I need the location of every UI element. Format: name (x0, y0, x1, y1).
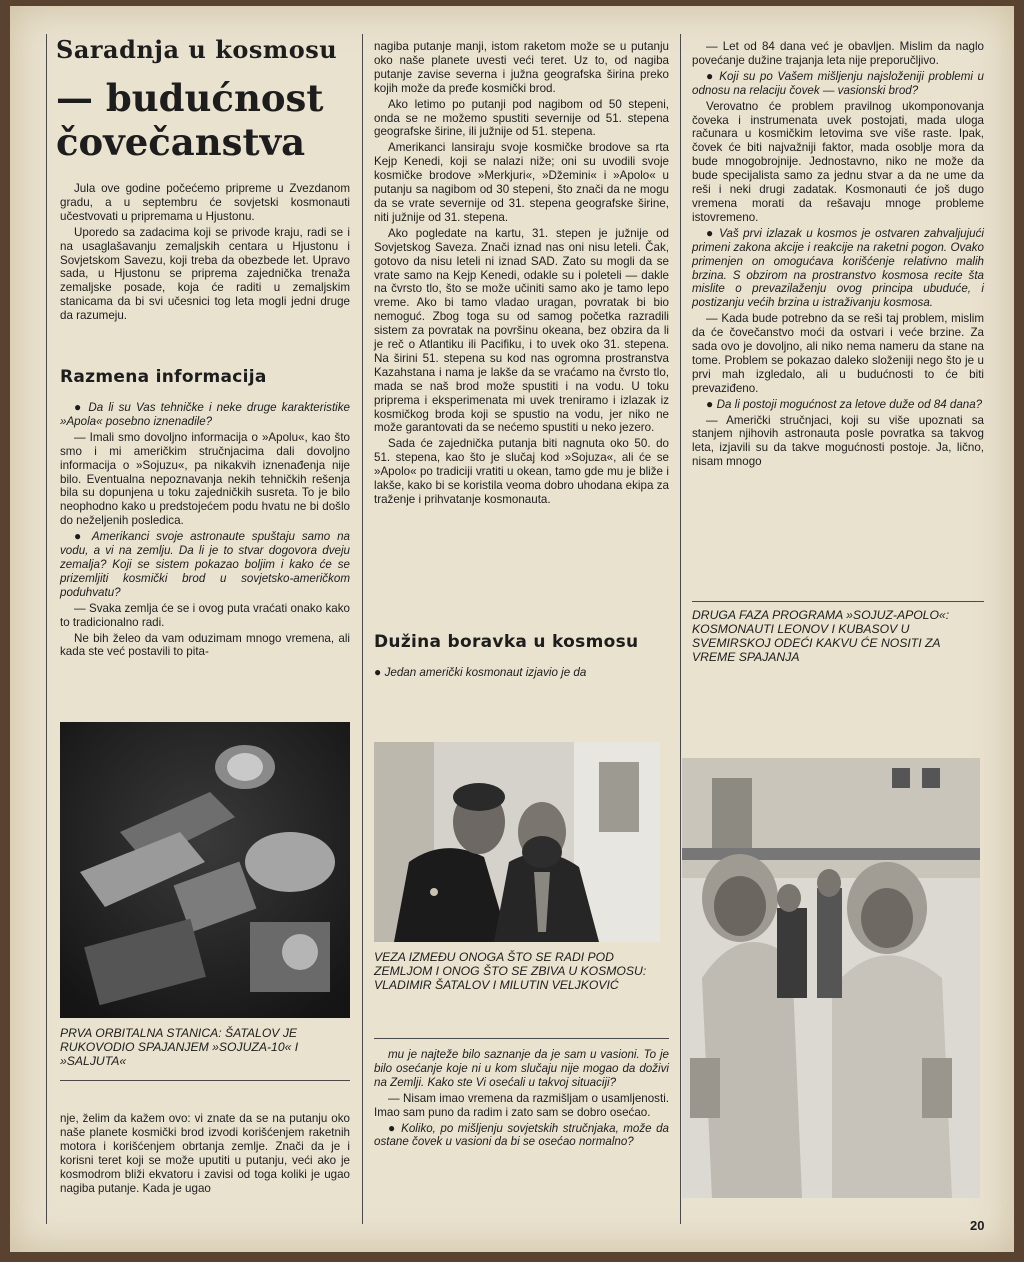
column-2-top (374, 40, 669, 509)
answer-paragraph (60, 602, 350, 630)
column-2-question (374, 666, 669, 682)
answer-paragraph (692, 40, 984, 68)
answer-paragraph (374, 1092, 669, 1120)
paragraph-text: mu je najteže bilo saznanje da je sam u vasioni. To je bilo osećanje koje ni u kom slučaju nije mogao da doživi na Zemlji. Kako ste Vi osećali u takvoj situaciji? (374, 1048, 669, 1089)
paragraph-text: — Svaka zemlja će se i ovog puta vraćati onako kako to tradicionalno radi. (60, 601, 350, 629)
answer-paragraph (374, 98, 669, 140)
question-paragraph (60, 530, 350, 600)
caption-orbital-station: PRVA ORBITALNA STANICA: ŠATALOV JE RUKOVODIO SPAJANJEM »SOJUZA-10« I »SALJUTA« (60, 1026, 299, 1068)
column-rule-1 (362, 34, 363, 1224)
col2-question: ● Jedan američki kosmonaut izjavio je da (374, 665, 587, 679)
bullet-icon: ● (706, 225, 720, 240)
bullet-icon: ● (374, 665, 385, 679)
column-1-qa (60, 401, 350, 661)
answer-paragraph (374, 227, 669, 436)
answer-paragraph (692, 312, 984, 395)
paragraph-text: Ne bih želeo da vam oduzimam mnogo vremena, ali kada ste već postavili to pita- (60, 631, 350, 659)
question-paragraph (692, 398, 984, 412)
headline-line-1: Saradnja u kosmosu (56, 35, 338, 64)
paragraph-text: Uporedo sa zadacima koji se privode kraju, radi se i na usaglašavanju zemaljskih centara u Hjustonu i Sovjetskom Savezu, koji treba da obezbede let. Upravo sada, u Hjustonu se priprema zajednička trenaža zemaljske posade, koja će raditi u zemaljskim stanicama da bi svi učesnici tog leta mogli jedni druge da razumeju. (60, 225, 350, 323)
paragraph-text: — Let od 84 dana već je obavljen. Mislim da naglo povećanje dužine trajanja leta nije preporučljivo. (692, 40, 984, 67)
question-paragraph (692, 227, 984, 310)
paragraph-text: — Imali smo dovoljno informacija o »Apolu«, kao što smo i mi američkim stručnjacima dali dovoljno informacija o »Sojuzu«, pa nikakvih iznenađenja nije bilo. Eventualna nepoznavanja nekih tehničkih rešenja bila su dopunjena u toku zajedničkih susreta. To je bilo neophodno kako u predstojećem podu hvatu ne bi došlo do neželjenih posledica. (60, 430, 350, 528)
headline-line-2: — budućnost čovečanstva (56, 76, 324, 164)
answer-paragraph (60, 182, 350, 224)
column-2-bottom (374, 1048, 669, 1151)
question-paragraph (692, 70, 984, 98)
column-rule-left (46, 34, 47, 1224)
paragraph-text: — Kada bude potrebno da se reši taj problem, mislim da će čovečanstvo moći da ostvari i veće brzine. Za sada ovo je dovoljno, ali niko nema nameru da stane na tome. Problem se pokazao daleko složeniji nego što je u prvi mah izgledalo, ali u budućnosti to će biti prevaziđeno. (692, 312, 984, 395)
paragraph-text: Koji su po Vašem mišljenju najsloženiji problemi u odnosu na relaciju čovek — vasionski brod? (692, 69, 984, 97)
bullet-icon: ● (388, 1120, 402, 1135)
answer-paragraph (374, 141, 669, 224)
col1-bottom-text: nje, želim da kažem ovo: vi znate da se na putanju oko naše planete kosmički brod izvodi korišćenjem raketnih motora i korišćenjem obrtanja zemlje. Znači da je i korisni teret koji se može uputiti u putanju, veći ako je kosmodrom bliži ekvatoru i zavisi od toga koliki je ugao nagiba putanje. Kada je ugao (60, 1112, 350, 1195)
paragraph-text: — Nisam imao vremena da razmišljam o usamljenosti. Imao sam puno da radim i zato sam se dobro osećao. (374, 1091, 669, 1119)
subhead-razmena: Razmena informacija (60, 367, 267, 387)
paragraph-text: nagiba putanje manji, istom raketom može se u putanju oko naše planete uvesti veći teret. Uz to, od nagiba putanje zavise severna i južna geografska širina preko kojih može da pređe kosmički brod. (374, 40, 669, 95)
answer-paragraph (374, 437, 669, 507)
intro-text (60, 182, 350, 323)
paragraph-text: Ako letimo po putanji pod nagibom od 50 stepeni, onda se ne možemo spustiti severnije od 51. stepena geografske širine, ili južnije od 51. stepena. (374, 97, 669, 139)
question-paragraph (60, 401, 350, 429)
paragraph-text: — Američki stručnjaci, koji su više upoznati sa stanjem njihovih astronauta posle povratka sa takvog leta, izjavili su da takve mogućnosti postoje. Ja, lično, nisam mnogo (692, 413, 984, 469)
bullet-icon: ● (706, 396, 717, 411)
paragraph-text: Jula ove godine počećemo pripreme u Zvezdanom gradu, a u septembru će sovjetski kosmonauti učestvovati u pripremama u Hjustonu. (60, 182, 350, 223)
col3-top-text (692, 40, 984, 469)
magazine-page (10, 6, 1014, 1252)
page-number: 20 (970, 1218, 985, 1233)
col2-bottom-text (374, 1048, 669, 1149)
caption-rule-3 (692, 601, 984, 602)
answer-paragraph (692, 414, 984, 470)
question-paragraph (374, 1048, 669, 1090)
bullet-icon: ● (706, 68, 720, 83)
column-1-bottom (60, 1112, 350, 1197)
answer-paragraph (374, 40, 669, 96)
paragraph-text: Verovatno će problem pravilnog ukomponovanja čoveka i instrumenata uvek postojati, mada uloga računara u kosmičkim letovima sve više raste. Ipak, čovek će biti najvažniji faktor, mada osoblje mora da bude mnogobrojnije. Jednostavno, niko ne može da bude specijalista samo za jednu stvar a da ne ume da reši i neki drugi zadatak. Kosmonauti će još dugo vremena morati da rešavaju mnoge probleme istovremeno. (692, 99, 984, 224)
answer-paragraph (60, 632, 350, 660)
bullet-icon: ● (74, 400, 89, 414)
caption-veza: VEZA IZMEĐU ONOGA ŠTO SE RADI POD ZEMLJOM I ONOG ŠTO SE ZBIVA U KOSMOSU: VLADIMIR ŠATALOV I MILUTIN VELJKOVIĆ (374, 950, 647, 992)
paragraph-text: Amerikanci lansiraju svoje kosmičke brodove sa rta Kejp Kenedi, koji se nalazi niže; oni su uvodili svoje kosmičke brodove »Merkjuri«, »Džemini« i »Apolo« u putanju sa nagibom od 30 stepeni, što znači da ne mogu da se vrate severnije od 31. stepena geografske širine, niti južnije od 31. stepena. (374, 141, 669, 224)
answer-paragraph (60, 226, 350, 323)
question-paragraph (374, 1122, 669, 1150)
photo-orbital-station (60, 722, 350, 1018)
caption-rule-2 (374, 1038, 669, 1039)
paragraph-text: Vaš prvi izlazak u kosmos je ostvaren zahvaljujući primeni zakona akcije i reakcije na raketni pogon. Ovako primenjen on omogućava korišćenje relativno malih brzina. S obzirom na prostranstvo kosmosa recite šta mislite o prevazilaženju ovog principa ubuduće, i postizanju većih brzina u istraživanju kosmosa. (692, 226, 985, 310)
bullet-icon: ● (74, 529, 92, 544)
paragraph-text: Koliko, po mišljenju sovjetskih stručnjaka, može da ostane čovek u vasioni da bi se osećao normalno? (374, 1121, 669, 1149)
caption-druga-faza: DRUGA FAZA PROGRAMA »SOJUZ-APOLO«: KOSMONAUTI LEONOV I KUBASOV U SVEMIRSKOJ ODEĆI KAKVU ĆE NOSITI ZA VREME SPAJANJA (692, 608, 950, 664)
column-rule-2 (680, 34, 681, 1224)
caption-rule-1 (60, 1080, 350, 1081)
photo-leonov-kubasov (682, 758, 980, 1198)
paragraph-text: Ako pogledate na kartu, 31. stepen je južnije od Sovjetskog Saveza. Znači iznad nas oni nisu leteli. Čak, gotovo da nisu leteli ni iznad SAD. Zato su mogli da se vrate samo na Kejp Kenedi, odakle su i poleteli — dakle na čvrsto tlo, što se može učiniti samo ako je tamo lepo vreme. Ako bi tamo vladao uragan, povratak bi bio nemoguć. Zbog toga su od samog početka razradili sistem za povratak na površinu okeana, bez obzira da li je reč o Atlantiku ili Pacifiku, i to uvek oko 31. stepena. Na širini 51. stepena su kod nas ogromna prostranstva Kazahstana i nama je lakše da se vraćamo na čvrsto tlo, mada se naš brod može spustiti i na vodu. U toku priprema i eksperimenata mi uvek treniramo i izlazak iz kosmičkog broda koji se spustio na vodu, jer niko ne može garantovati da se nećemo spustiti u neko jezero. (374, 226, 669, 435)
answer-paragraph (60, 431, 350, 528)
photo-satalov-veljkovic (374, 742, 660, 942)
subhead-duzina: Dužina boravka u kosmosu (374, 632, 639, 652)
col2-top-text (374, 40, 669, 507)
paragraph-text: Da li su Vas tehničke i neke druge karakteristike »Apola« posebno iznenadile? (60, 401, 350, 428)
paragraph-text: Sada će zajednička putanja biti nagnuta oko 50. do 51. stepena, kao što je slučaj kod »Sojuza«, ali će se »Apolo« po tradiciji vratiti u okean, tamo gde mu je bliže i lakše, kako bi se koristila veoma dobro uhodana ekipa za traženje i prihvatanje kosmonauta. (374, 437, 669, 506)
paragraph-text: Da li postoji mogućnost za letove duže od 84 dana? (716, 397, 983, 411)
column-3-top (692, 40, 984, 471)
intro-column (60, 182, 350, 325)
qa-text (60, 401, 350, 659)
paragraph-text: Amerikanci svoje astronaute spuštaju samo na vodu, a vi na zemlju. Da li je to stvar dogovora dveju zemalja? Koji se sistem pokazao boljim i kako će se prizemljiti kosmički brod u sovjetsko-američkom poduhvatu? (60, 530, 350, 599)
answer-paragraph (692, 100, 984, 225)
